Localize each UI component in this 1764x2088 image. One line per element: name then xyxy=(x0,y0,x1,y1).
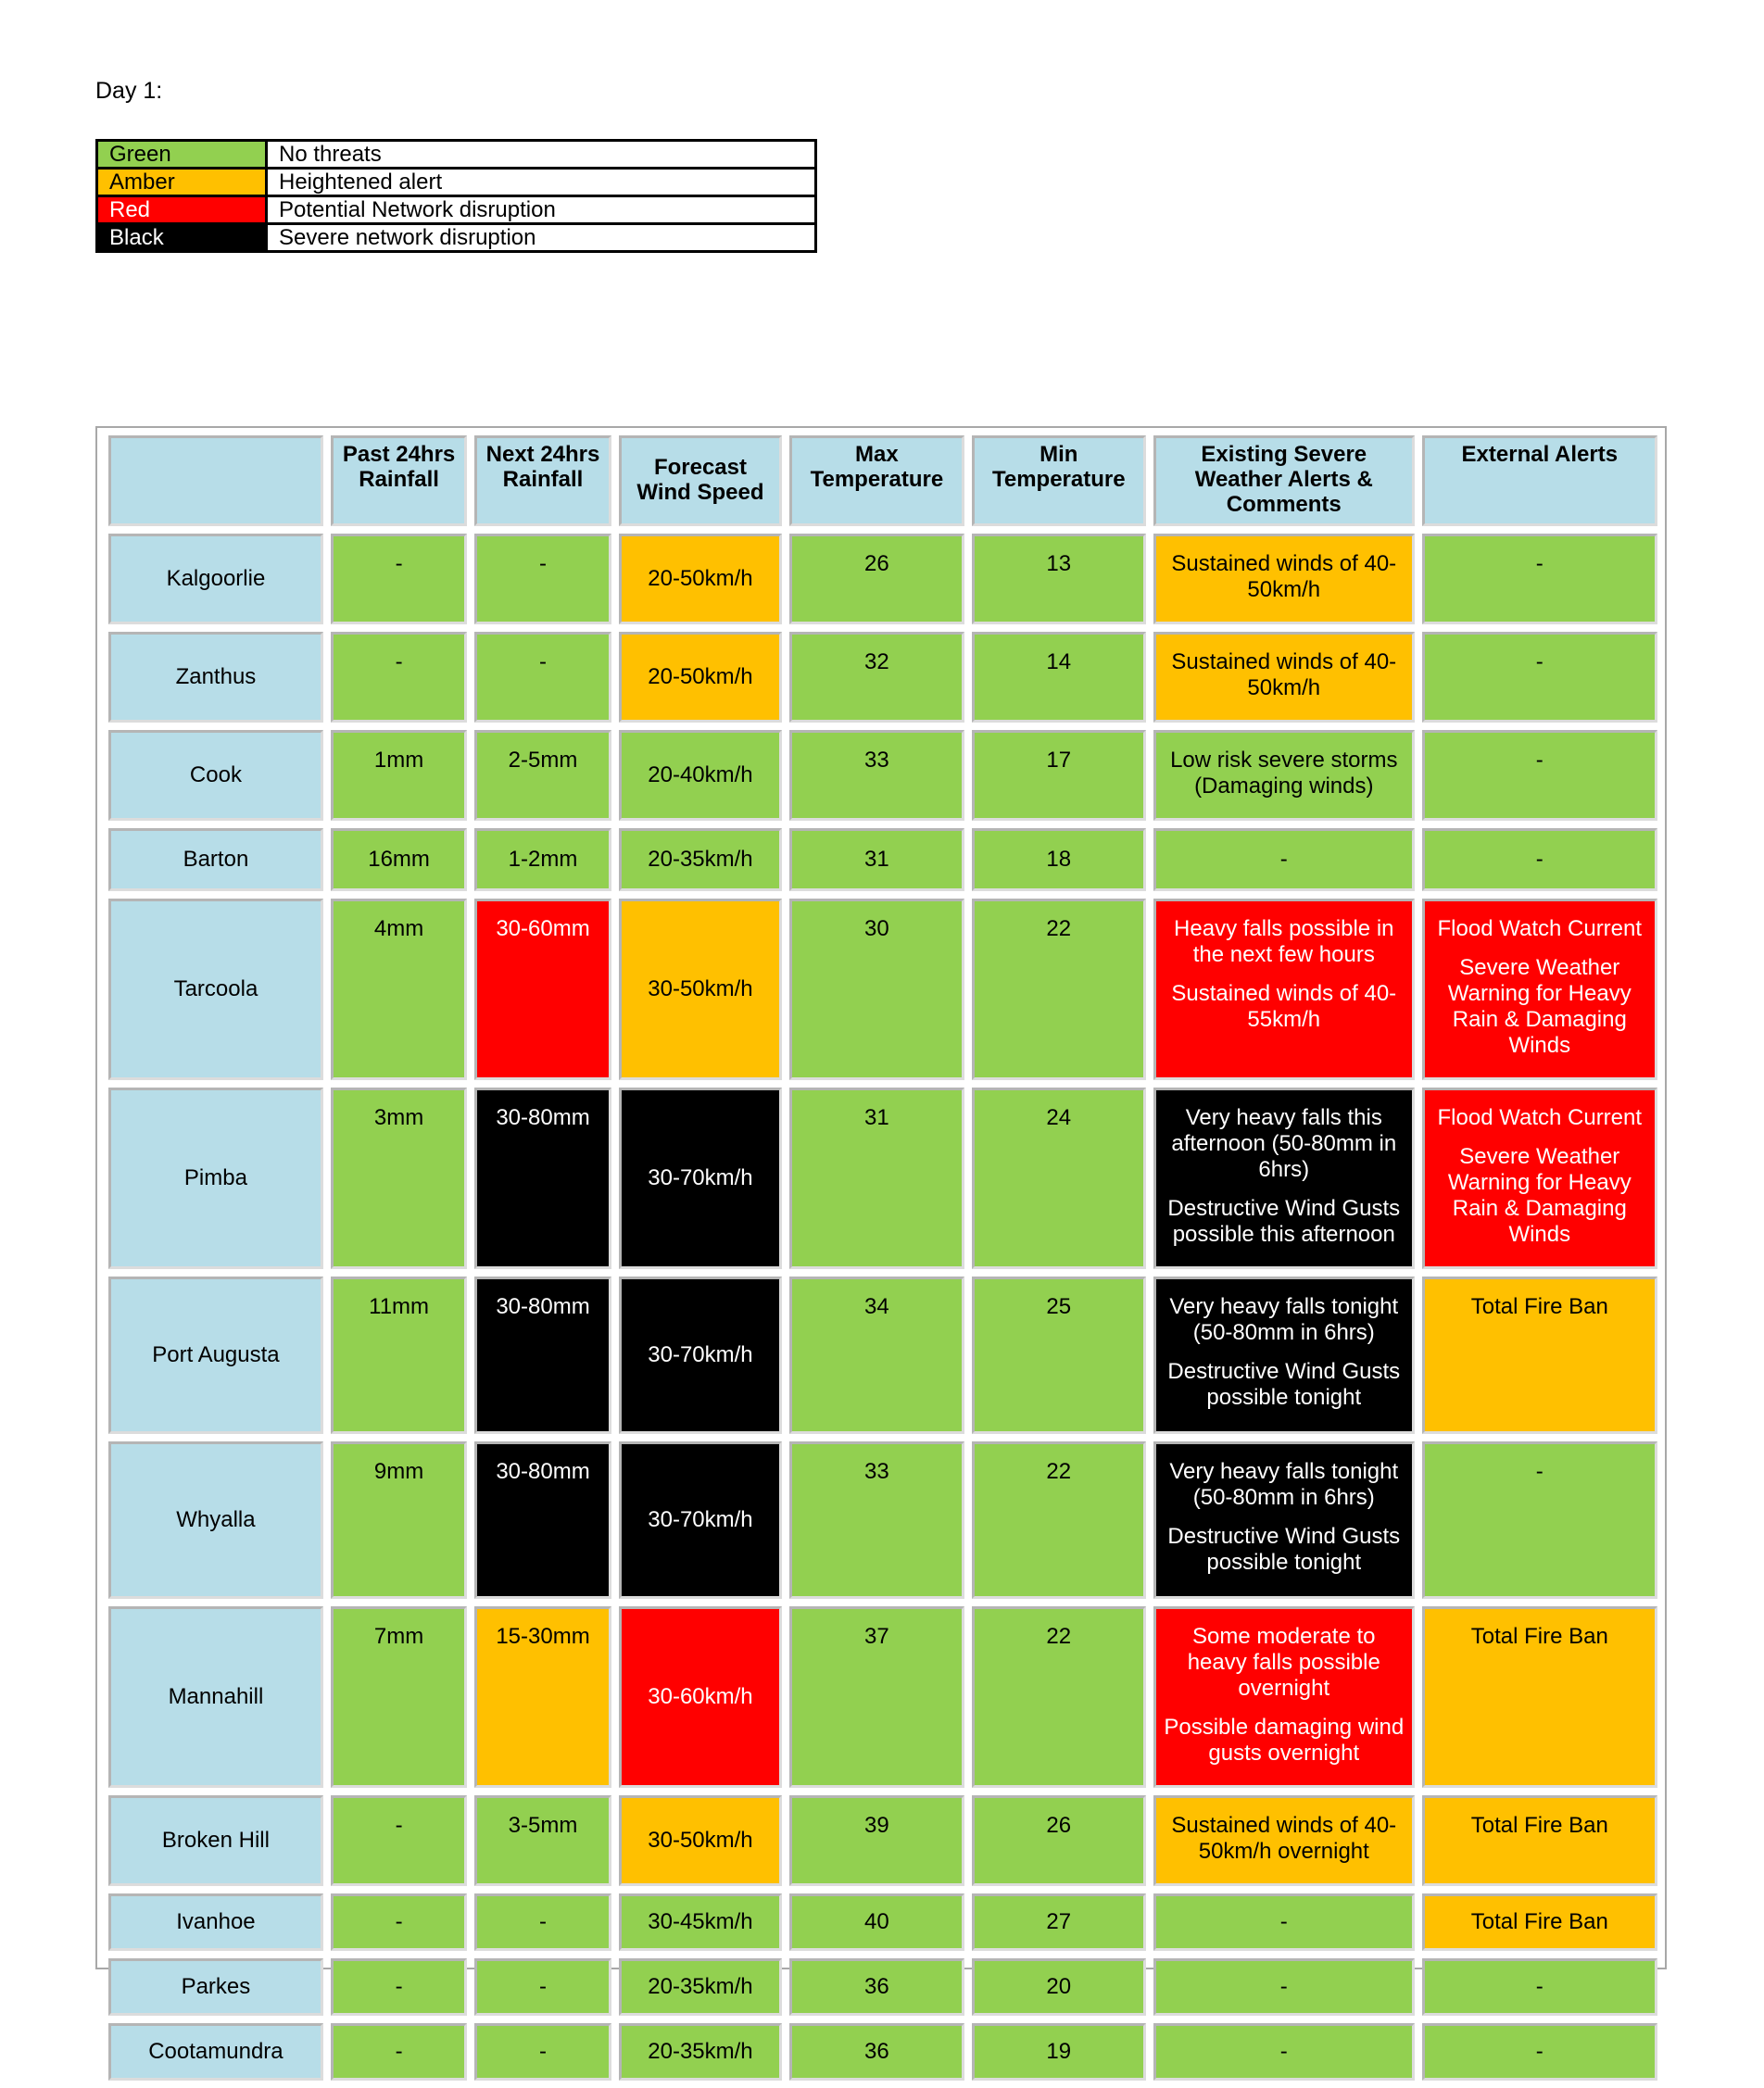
severe-weather-alerts-cell xyxy=(1153,1893,1415,1951)
past-rainfall-cell: - xyxy=(331,632,467,723)
alert-comment-text: - xyxy=(1279,847,1288,872)
external-alert-text: Flood Watch Current xyxy=(1437,916,1643,941)
external-alerts-cell xyxy=(1422,828,1657,891)
legend-description: Potential Network disruption xyxy=(267,196,816,224)
external-alerts-cell xyxy=(1422,899,1657,1080)
alert-comment-text: Sustained winds of 40-55km/h xyxy=(1171,981,1397,1032)
past-rainfall-cell: - xyxy=(331,1795,467,1886)
table-row xyxy=(108,1958,1657,2016)
external-alert-text: - xyxy=(1535,1459,1544,1484)
wind-speed-cell: 30-70km/h xyxy=(619,1088,782,1269)
location-cell: Whyalla xyxy=(108,1441,323,1599)
wind-speed-cell: 30-45km/h xyxy=(619,1893,782,1951)
min-temp-cell: 13 xyxy=(972,534,1146,624)
column-header: Next 24hrs Rainfall xyxy=(474,435,611,526)
wind-speed-cell: 20-35km/h xyxy=(619,1958,782,2016)
legend-level-swatch: Amber xyxy=(97,169,267,196)
severe-weather-alerts-cell xyxy=(1153,1088,1415,1269)
location-cell: Cook xyxy=(108,730,323,821)
legend-description: Heightened alert xyxy=(267,169,816,196)
external-alerts-cell xyxy=(1422,730,1657,821)
min-temp-cell: 22 xyxy=(972,1441,1146,1599)
alert-comment-text: Sustained winds of 40-50km/h xyxy=(1171,649,1397,700)
min-temp-cell: 26 xyxy=(972,1795,1146,1886)
column-header: External Alerts xyxy=(1422,435,1657,526)
max-temp-cell: 33 xyxy=(789,730,964,821)
past-rainfall-cell: - xyxy=(331,534,467,624)
min-temp-cell: 22 xyxy=(972,899,1146,1080)
external-alert-text: - xyxy=(1535,551,1544,576)
severe-weather-alerts-cell xyxy=(1153,1606,1415,1788)
next-rainfall-cell: 30-60mm xyxy=(474,899,611,1080)
location-cell: Pimba xyxy=(108,1088,323,1269)
column-header xyxy=(108,435,323,526)
past-rainfall-cell: 11mm xyxy=(331,1277,467,1434)
location-cell: Ivanhoe xyxy=(108,1893,323,1951)
severe-weather-alerts-cell xyxy=(1153,1277,1415,1434)
external-alert-text: Severe Weather Warning for Heavy Rain & Damaging Winds xyxy=(1447,1144,1632,1247)
table-row xyxy=(108,730,1657,821)
next-rainfall-cell: 30-80mm xyxy=(474,1088,611,1269)
alert-comment-text: Destructive Wind Gusts possible tonight xyxy=(1167,1524,1401,1575)
severe-weather-alerts-cell xyxy=(1153,534,1415,624)
past-rainfall-cell: 16mm xyxy=(331,828,467,891)
max-temp-cell: 31 xyxy=(789,828,964,891)
external-alert-text: - xyxy=(1535,1974,1544,1999)
wind-speed-cell: 30-70km/h xyxy=(619,1441,782,1599)
table-row xyxy=(108,2023,1657,2081)
location-cell: Cootamundra xyxy=(108,2023,323,2081)
legend-row xyxy=(97,224,816,252)
next-rainfall-cell: - xyxy=(474,632,611,723)
column-header: Forecast Wind Speed xyxy=(619,435,782,526)
table-row xyxy=(108,899,1657,1080)
external-alert-text: - xyxy=(1535,2039,1544,2064)
past-rainfall-cell: - xyxy=(331,1893,467,1951)
max-temp-cell: 36 xyxy=(789,1958,964,2016)
external-alerts-cell xyxy=(1422,632,1657,723)
alert-comment-text: Very heavy falls this afternoon (50-80mm in 6hrs) xyxy=(1171,1105,1397,1182)
max-temp-cell: 36 xyxy=(789,2023,964,2081)
alert-comment-text: Very heavy falls tonight (50-80mm in 6hrs) xyxy=(1169,1294,1399,1345)
next-rainfall-cell: - xyxy=(474,1958,611,2016)
wind-speed-cell: 30-50km/h xyxy=(619,1795,782,1886)
column-header: Past 24hrs Rainfall xyxy=(331,435,467,526)
min-temp-cell: 27 xyxy=(972,1893,1146,1951)
table-row xyxy=(108,1441,1657,1599)
past-rainfall-cell: 7mm xyxy=(331,1606,467,1788)
next-rainfall-cell: 1-2mm xyxy=(474,828,611,891)
table-row xyxy=(108,1277,1657,1434)
severe-weather-alerts-cell xyxy=(1153,1441,1415,1599)
min-temp-cell: 22 xyxy=(972,1606,1146,1788)
table-row xyxy=(108,1088,1657,1269)
wind-speed-cell: 30-50km/h xyxy=(619,899,782,1080)
severe-weather-alerts-cell xyxy=(1153,899,1415,1080)
alert-comment-text: Low risk severe storms (Damaging winds) xyxy=(1170,748,1398,799)
table-row xyxy=(108,632,1657,723)
external-alert-text: Total Fire Ban xyxy=(1470,1813,1608,1838)
alert-comment-text: - xyxy=(1279,1909,1288,1934)
external-alert-text: - xyxy=(1535,847,1544,872)
next-rainfall-cell: 3-5mm xyxy=(474,1795,611,1886)
min-temp-cell: 17 xyxy=(972,730,1146,821)
legend-level-swatch: Green xyxy=(97,141,267,169)
external-alerts-cell xyxy=(1422,534,1657,624)
severe-weather-alerts-cell xyxy=(1153,632,1415,723)
past-rainfall-cell: - xyxy=(331,2023,467,2081)
external-alert-text: Total Fire Ban xyxy=(1470,1624,1608,1649)
next-rainfall-cell: 2-5mm xyxy=(474,730,611,821)
next-rainfall-cell: - xyxy=(474,2023,611,2081)
severe-weather-alerts-cell xyxy=(1153,1795,1415,1886)
table-row xyxy=(108,1795,1657,1886)
max-temp-cell: 39 xyxy=(789,1795,964,1886)
alert-comment-text: Very heavy falls tonight (50-80mm in 6hrs) xyxy=(1169,1459,1399,1510)
alert-comment-text: - xyxy=(1279,1974,1288,1999)
severe-weather-alerts-cell xyxy=(1153,1958,1415,2016)
next-rainfall-cell: - xyxy=(474,534,611,624)
max-temp-cell: 26 xyxy=(789,534,964,624)
legend-row xyxy=(97,169,816,196)
min-temp-cell: 18 xyxy=(972,828,1146,891)
max-temp-cell: 32 xyxy=(789,632,964,723)
alert-comment-text: - xyxy=(1279,2039,1288,2064)
next-rainfall-cell: 30-80mm xyxy=(474,1277,611,1434)
external-alert-text: Flood Watch Current xyxy=(1437,1105,1643,1130)
legend-row xyxy=(97,196,816,224)
forecast-table xyxy=(101,428,1665,2088)
table-row xyxy=(108,1606,1657,1788)
wind-speed-cell: 20-50km/h xyxy=(619,632,782,723)
severe-weather-alerts-cell xyxy=(1153,2023,1415,2081)
external-alerts-cell xyxy=(1422,2023,1657,2081)
past-rainfall-cell: 1mm xyxy=(331,730,467,821)
table-row xyxy=(108,534,1657,624)
location-cell: Barton xyxy=(108,828,323,891)
alert-comment-text: Destructive Wind Gusts possible tonight xyxy=(1167,1359,1401,1410)
wind-speed-cell: 20-50km/h xyxy=(619,534,782,624)
alert-comment-text: Possible damaging wind gusts overnight xyxy=(1164,1715,1405,1766)
external-alert-text: - xyxy=(1535,649,1544,674)
legend-row xyxy=(97,141,816,169)
past-rainfall-cell: 9mm xyxy=(331,1441,467,1599)
external-alert-text: Severe Weather Warning for Heavy Rain & Damaging Winds xyxy=(1447,955,1632,1058)
external-alerts-cell xyxy=(1422,1441,1657,1599)
external-alerts-cell xyxy=(1422,1795,1657,1886)
location-cell: Mannahill xyxy=(108,1606,323,1788)
location-cell: Kalgoorlie xyxy=(108,534,323,624)
past-rainfall-cell: 4mm xyxy=(331,899,467,1080)
wind-speed-cell: 30-70km/h xyxy=(619,1277,782,1434)
location-cell: Broken Hill xyxy=(108,1795,323,1886)
table-row xyxy=(108,1893,1657,1951)
legend-description: Severe network disruption xyxy=(267,224,816,252)
severe-weather-alerts-cell xyxy=(1153,730,1415,821)
next-rainfall-cell: 15-30mm xyxy=(474,1606,611,1788)
past-rainfall-cell: - xyxy=(331,1958,467,2016)
external-alerts-cell xyxy=(1422,1893,1657,1951)
column-header: Min Temperature xyxy=(972,435,1146,526)
min-temp-cell: 14 xyxy=(972,632,1146,723)
wind-speed-cell: 20-35km/h xyxy=(619,2023,782,2081)
external-alerts-cell xyxy=(1422,1088,1657,1269)
next-rainfall-cell: - xyxy=(474,1893,611,1951)
wind-speed-cell: 30-60km/h xyxy=(619,1606,782,1788)
alert-comment-text: Sustained winds of 40-50km/h xyxy=(1171,551,1397,602)
location-cell: Tarcoola xyxy=(108,899,323,1080)
max-temp-cell: 30 xyxy=(789,899,964,1080)
alert-comment-text: Sustained winds of 40-50km/h overnight xyxy=(1171,1813,1397,1864)
table-header-row xyxy=(108,435,1657,526)
legend-table xyxy=(95,139,817,253)
page-heading: Day 1: xyxy=(95,78,163,104)
max-temp-cell: 33 xyxy=(789,1441,964,1599)
legend-level-swatch: Black xyxy=(97,224,267,252)
column-header: Existing Severe Weather Alerts & Comments xyxy=(1153,435,1415,526)
min-temp-cell: 19 xyxy=(972,2023,1146,2081)
legend-level-swatch: Red xyxy=(97,196,267,224)
legend-description: No threats xyxy=(267,141,816,169)
max-temp-cell: 40 xyxy=(789,1893,964,1951)
location-cell: Parkes xyxy=(108,1958,323,2016)
alert-comment-text: Some moderate to heavy falls possible overnight xyxy=(1187,1624,1380,1701)
external-alert-text: Total Fire Ban xyxy=(1470,1294,1608,1319)
external-alert-text: Total Fire Ban xyxy=(1470,1909,1608,1934)
min-temp-cell: 20 xyxy=(972,1958,1146,2016)
alert-comment-text: Heavy falls possible in the next few hours xyxy=(1174,916,1394,967)
external-alert-text: - xyxy=(1535,748,1544,773)
wind-speed-cell: 20-40km/h xyxy=(619,730,782,821)
min-temp-cell: 24 xyxy=(972,1088,1146,1269)
max-temp-cell: 37 xyxy=(789,1606,964,1788)
location-cell: Zanthus xyxy=(108,632,323,723)
max-temp-cell: 31 xyxy=(789,1088,964,1269)
forecast-table-frame xyxy=(95,426,1667,2064)
alert-comment-text: Destructive Wind Gusts possible this afternoon xyxy=(1167,1196,1401,1247)
external-alerts-cell xyxy=(1422,1606,1657,1788)
past-rainfall-cell: 3mm xyxy=(331,1088,467,1269)
column-header: Max Temperature xyxy=(789,435,964,526)
external-alerts-cell xyxy=(1422,1958,1657,2016)
table-row xyxy=(108,828,1657,891)
external-alerts-cell xyxy=(1422,1277,1657,1434)
wind-speed-cell: 20-35km/h xyxy=(619,828,782,891)
location-cell: Port Augusta xyxy=(108,1277,323,1434)
min-temp-cell: 25 xyxy=(972,1277,1146,1434)
max-temp-cell: 34 xyxy=(789,1277,964,1434)
severe-weather-alerts-cell xyxy=(1153,828,1415,891)
next-rainfall-cell: 30-80mm xyxy=(474,1441,611,1599)
